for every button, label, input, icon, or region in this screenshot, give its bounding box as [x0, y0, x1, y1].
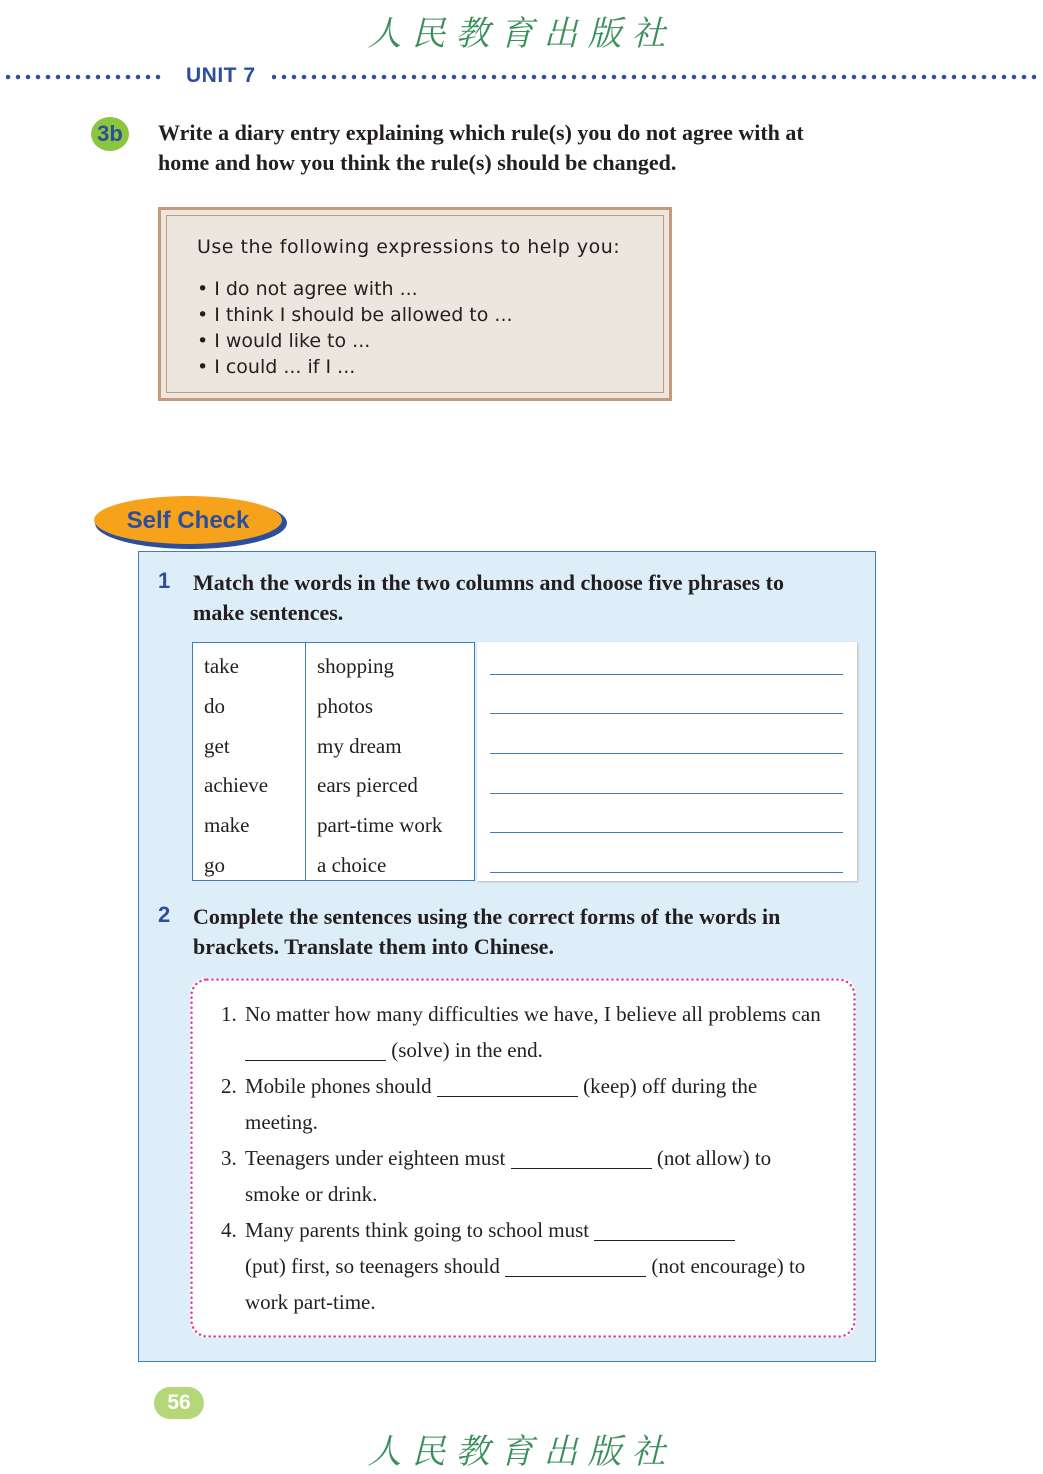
- column-b-word: ears pierced: [317, 773, 418, 798]
- column-a-word: go: [204, 852, 225, 877]
- column-a: [204, 647, 268, 886]
- badge-label: 3b: [97, 121, 123, 146]
- column-a-word: take: [204, 654, 239, 678]
- column-a-word: achieve: [204, 773, 269, 798]
- question-1-text: Match the words in the two columns and choose five phrases to make sentences.: [193, 570, 784, 625]
- answer-line[interactable]: [490, 674, 843, 675]
- sentence-4: 4. Many parents think going to school must (put) first, so teenagers should (not encourage) to work part-time.: [221, 1218, 806, 1314]
- self-check-title: Self Check: [126, 507, 250, 534]
- answer-lines-box: [477, 642, 857, 881]
- answer-line[interactable]: [490, 713, 843, 714]
- column-b-word: my dream: [317, 733, 402, 758]
- expression-item: • I do not agree with ...: [197, 276, 513, 302]
- self-check-badge: [92, 494, 288, 550]
- column-b-word: shopping: [317, 654, 395, 678]
- column-b-word: photos: [317, 693, 374, 718]
- column-b: [317, 647, 442, 886]
- answer-line[interactable]: [490, 793, 843, 794]
- dotted-rule-right: [272, 68, 1040, 86]
- column-b-word: a choice: [317, 852, 387, 877]
- sentence-3: 3. Teenagers under eighteen must (not allow) to smoke or drink.: [221, 1146, 772, 1206]
- page-number-badge: [154, 1387, 204, 1419]
- answer-line[interactable]: [490, 872, 843, 873]
- expressions-heading: Use the following expressions to help you:: [197, 236, 621, 258]
- expressions-box: [158, 207, 672, 401]
- column-a-word: make: [204, 813, 250, 838]
- question-2-text: Complete the sentences using the correct forms of the words in brackets. Translate them into Chinese.: [193, 904, 781, 959]
- fill-blank[interactable]: [594, 1239, 735, 1241]
- expression-item: • I would like to ...: [197, 328, 513, 354]
- column-a-word: get: [204, 733, 230, 758]
- expression-item: • I think I should be allowed to ...: [197, 302, 513, 328]
- publisher-footer: 人民教育出版社: [367, 1432, 676, 1472]
- question-number-1: 1: [158, 568, 171, 593]
- sentence-2: 2. Mobile phones should (keep) off during the meeting.: [221, 1074, 758, 1134]
- unit-label: UNIT 7: [186, 64, 256, 87]
- column-b-word: part-time work: [317, 813, 443, 838]
- fill-blank[interactable]: [511, 1167, 652, 1169]
- fill-blank[interactable]: [437, 1095, 578, 1097]
- fill-blank[interactable]: [505, 1275, 646, 1277]
- exercise-badge-3b: [90, 116, 130, 152]
- word-match-table: [192, 642, 475, 881]
- question-number-2: 2: [158, 902, 171, 927]
- instruction-3b: Write a diary entry explaining which rule(s) you do not agree with at home and how you think the rule(s) should be changed.: [158, 120, 804, 175]
- dotted-rule-left: [6, 68, 170, 86]
- answer-line[interactable]: [490, 832, 843, 833]
- expressions-list: [197, 276, 513, 380]
- fill-blank[interactable]: [245, 1059, 386, 1061]
- sentence-1: 1. No matter how many difficulties we have, I believe all problems can (solve) in the end.: [221, 1002, 821, 1062]
- page-number: 56: [167, 1391, 191, 1414]
- column-a-word: do: [204, 693, 225, 718]
- publisher-header: 人民教育出版社: [367, 14, 676, 54]
- answer-line[interactable]: [490, 753, 843, 754]
- expression-item: • I could ... if I ...: [197, 354, 513, 380]
